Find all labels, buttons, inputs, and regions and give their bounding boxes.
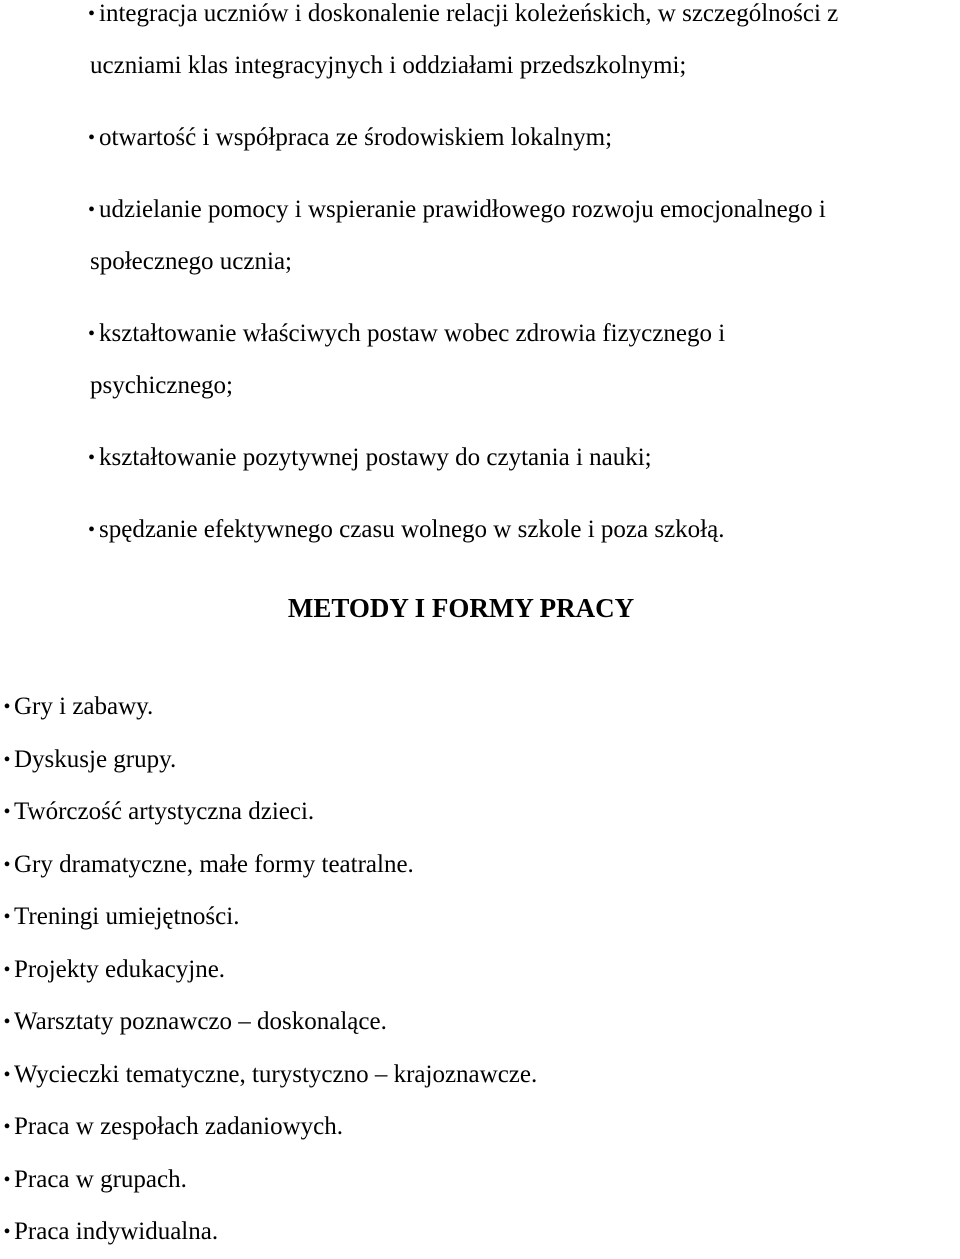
bullet-icon: • [87,199,95,221]
bullet-icon: • [87,447,95,469]
goal-text: integracja uczniów i doskonalenie relacji koleżeńskich, w szczególności z [99,0,839,27]
method-text: Praca indywidualna. [14,1218,219,1245]
method-text: Projekty edukacyjne. [14,955,226,983]
method-text: Wycieczki tematyczne, turystyczno – krajoznawcze. [14,1060,538,1088]
goal-text-continued: społecznego ucznia; [90,248,292,275]
bullet-icon: • [3,853,11,876]
goal-text: udzielanie pomocy i wspieranie prawidłowego rozwoju emocjonalnego i [99,196,826,223]
bullet-icon: • [87,127,95,149]
goal-item [84,504,960,556]
method-text: Warsztaty poznawczo – doskonalące. [14,1008,387,1035]
method-item [0,681,537,734]
method-item [0,1049,537,1102]
method-text: Gry dramatyczne, małe formy teatralne. [14,850,414,878]
goal-item [84,184,960,288]
bullet-icon: • [3,801,11,823]
goal-text: kształtowanie pozytywnej postawy do czytania i nauki; [99,444,652,471]
method-text: Twórczość artystyczna dzieci. [14,798,315,825]
method-item [0,839,537,892]
bullet-icon: • [3,1011,11,1033]
method-item [0,1154,537,1207]
bullet-icon: • [3,1116,11,1138]
goal-text: kształtowanie właściwych postaw wobec zdrowia fizycznego i [99,320,726,347]
method-text: Gry i zabawy. [14,693,154,720]
bullet-icon: • [87,323,95,345]
method-item [0,891,537,944]
goals-list [84,0,960,556]
bullet-icon: • [87,3,95,25]
bullet-icon: • [3,696,11,718]
goal-item [84,432,960,484]
bullet-icon: • [3,1221,11,1243]
bullet-icon: • [3,958,11,981]
goal-text: otwartość i współpraca ze środowiskiem lokalnym; [99,124,613,151]
bullet-icon: • [3,1063,11,1086]
method-text: Dyskusje grupy. [14,745,177,773]
goal-item [84,0,960,92]
bullet-icon: • [3,748,11,771]
goal-item [84,112,960,164]
section-heading: METODY I FORMY PRACY [287,593,635,623]
goal-text: spędzanie efektywnego czasu wolnego w szkole i poza szkołą. [99,516,725,543]
bullet-icon: • [87,519,95,541]
method-text: Treningi umiejętności. [14,903,240,930]
goal-item [84,308,960,412]
goal-text-continued: uczniami klas integracyjnych i oddziałami przedszkolnymi; [90,52,687,79]
methods-list [0,681,537,1259]
method-item [0,786,537,839]
goal-text-continued: psychicznego; [90,372,234,399]
method-item [0,996,537,1049]
method-text: Praca w zespołach zadaniowych. [14,1113,344,1140]
method-item [0,1101,537,1154]
method-item [0,944,537,997]
method-item [0,734,537,787]
method-text: Praca w grupach. [14,1165,187,1193]
bullet-icon: • [3,906,11,928]
bullet-icon: • [3,1168,11,1191]
